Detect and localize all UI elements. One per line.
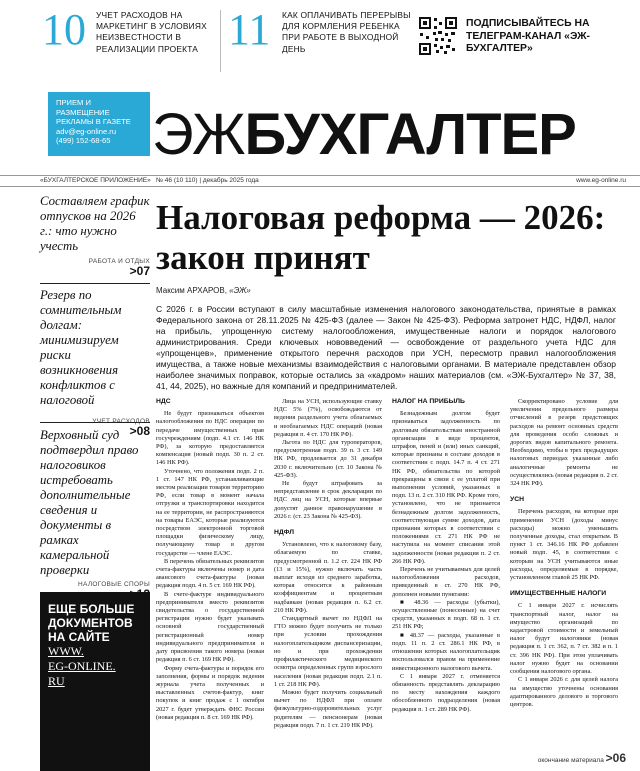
- article-paragraph: С 1 января 2027 г. отменяется обязанность представлять декларацию по месту нахождения каждого обособленного подразделения (новая редакция п. 1 ст. 289 НК РФ).: [392, 672, 500, 713]
- article-paragraph: Не будут штрафовать за непредставление в срок декларации по НДС лиц на УСН, которые впервые допустят данное правонарушение в 2026 г. (ст. 23 Закона № 425-ФЗ).: [274, 480, 382, 520]
- newspaper-logo: [152, 102, 576, 167]
- continuation-label: окончание материала: [537, 757, 604, 764]
- article-headline: Налоговая реформа — 2026: закон принят: [156, 198, 606, 277]
- article-paragraph: Уточнено, что положения подп. 2 п. 1 ст. 147 НК РФ, устанавливающие местом реализации товаров территорию РФ, если товар в момент начала отгрузки и транспортировки находится на ее территории, не распространяются на товары ЕАЭС, которые реализуются посредством электронной торговой площадки физическому лицу, получающему товар в другом государстве — члене ЕАЭС.: [156, 467, 264, 557]
- article-paragraph: Скорректировано условие для увеличения предельного размера отчислений в резерв предстоящих расходов на ремонт основных средств для проведения особо сложных и дорогих видов капитального ремонта. Необходимо, чтобы в трех предыдущих налоговых периодах указанные либо аналогичные ремонты не осуществлялись (новая редакция п. 2 ст. 324 НК РФ).: [510, 398, 618, 488]
- section-heading: УСН: [510, 496, 525, 504]
- issue-number: № 46 (10 110) | декабрь 2025 года: [156, 177, 259, 184]
- section-heading: НДФЛ: [274, 529, 294, 537]
- logo-part-ej: ЭЖ: [152, 102, 245, 167]
- advertising-box: [48, 92, 150, 156]
- article-paragraph: Не будут признаваться объектом налогообложения по НДС операции по передаче имущественных прав госучреждениям (подп. 4.1 ст. 146 НК РФ), за которую предоставляется компенсация (новый подп. 30 п. 2 ст. 146 НК РФ).: [156, 410, 264, 467]
- article-paragraph: ■ 48.36 — расходы (убытки), осуществленные (понесенные) на счет средств, указанных в подп. 68 п. 1 ст. 251 НК РФ;: [392, 598, 500, 631]
- article-paragraph: Безнадежным долгом будет признаваться задолженность по долговым обязательствам иностранной организации в виде процентов, штрафов, пеней и (или) иных санкций, которые признаны в составе доходов в соответствии с подп. 14.7 п. 4 ст. 271 НК РФ, обязательства по которой прекращены в связи с ее уплатой при выполнении условий, указанных в подп. 13 п. 2 ст. 310 НК РФ. Кроме того, установлено, что не признается безнадежным долгом задолженность, соответствующая сумме доходов, дата признания которых в соответствии с положениями ст. 271 НК РФ не наступила на момент списания этой задолженности (новая редакция п. 2 ст. 266 НК РФ).: [392, 410, 500, 565]
- article-paragraph: ■ 48.37 — расходы, указанные в подп. 11 п. 2 ст. 286.1 НК РФ, в отношении которых налогоплательщик воспользовался правом на применение инвестиционного налогового вычета.: [392, 631, 500, 672]
- supplement-label: «БУХГАЛТЕРСКОЕ ПРИЛОЖЕНИЕ»: [40, 177, 151, 184]
- promo-link-line[interactable]: EG-ONLINE.: [48, 659, 116, 673]
- article-author: [156, 286, 251, 295]
- ad-title: ПРИЕМ И РАЗМЕЩЕНИЕ РЕКЛАМЫ В ГАЗЕТЕ: [56, 98, 131, 127]
- sidebar-item-page: >08: [129, 424, 150, 438]
- article-paragraph: Лица на УСН, использующие ставку НДС 5% (7%), освобождаются от ведения раздельного учета облагаемых и необлагаемых НДС операций (новая редакция п. 4 ст. 170 НК РФ).: [274, 398, 382, 438]
- sidebar-item-supreme-court[interactable]: [40, 428, 150, 601]
- article-column: [156, 398, 264, 761]
- article-column: [274, 398, 382, 761]
- article-paragraph: Льгота по НДС для туроператоров, предусмотренная подп. 39 п. 3 ст. 149 НК РФ, продлевается до 31 декабря 2030 г. включительно (ст. 10 Закона № 425-ФЗ).: [274, 439, 382, 479]
- sidebar: [40, 190, 150, 771]
- top-teaser-bar: [0, 0, 640, 82]
- teaser-number: 10: [42, 5, 86, 54]
- promo-headline: ЕЩЕ БОЛЬШЕ ДОКУМЕНТОВ НА САЙТЕ: [48, 602, 135, 644]
- article-columns: [156, 398, 626, 761]
- divider: [40, 422, 150, 423]
- sidebar-item-page: >07: [129, 264, 150, 278]
- sidebar-item-vacation[interactable]: [40, 194, 150, 278]
- sidebar-item-reserve[interactable]: [40, 288, 150, 438]
- sidebar-item-title: Верховный суд подтвердил право налоговиков истребовать дополнительные сведения и документы в рамках камеральной проверки: [40, 428, 139, 577]
- qr-code-icon[interactable]: [418, 16, 458, 56]
- article-paragraph: Установлено, что к налоговому базу, облагаемую по ставке, предусмотренной п. 1.2 ст. 224 НК РФ (13 и 15%), нужно включать часть выплат исходя из среднего заработка, которая относится к районным коэффициентам и процентным надбавкам (новая редакция п. 6.2 ст. 210 НК РФ).: [274, 541, 382, 614]
- issue-info-line: [0, 175, 640, 187]
- article-paragraph: Форму счета-фактуры и порядок его заполнения, формы и порядок ведения журнала учета полученных и выставленных счетов-фактур, книг покупок и книг продаж с 1 октября 2027 г. будет утверждать ФНС России (новая редакция п. 8 ст. 169 НК РФ).: [156, 664, 264, 721]
- article-paragraph: Перечень расходов, на которые при применении УСН (доходы минус расходы) можно уменьшить полученные доходы, стал открытым. В пункт 1 ст. 346.16 НК РФ добавлен новый подп. 45, в соответствии с которым на УСН учитываются иные расходы, определяемые в порядке, установленном главой 25 НК РФ.: [510, 508, 618, 582]
- telegram-subscribe-text[interactable]: ПОДПИСЫВАЙТЕСЬ НА ТЕЛЕГРАМ-КАНАЛ «ЭЖ-БУХГАЛТЕР»: [466, 18, 590, 55]
- continuation-note[interactable]: [538, 751, 626, 765]
- sidebar-item-rubric: НАЛОГОВЫЕ СПОРЫ: [78, 581, 150, 588]
- divider: [40, 283, 150, 284]
- article-paragraph: Стандартный вычет по НДФЛ на ГТО можно будет получить не только при условии прохождения налогоплательщиком диспансеризации, но и при прохождении профилактического медицинского осмотра определенных групп взрослого населения (новая редакция подп. 2.1 п. 1 ст. 218 НК РФ).: [274, 615, 382, 688]
- article-paragraph: В счете-фактуре индивидуального предпринимателя вместо реквизитов свидетельства о государственной регистрации нужно будет указывать основной государственный регистрационный номер индивидуального предпринимателя и дату присвоения такого номера (новая редакция п. 6 ст. 169 НК РФ).: [156, 590, 264, 664]
- promo-link-line[interactable]: WWW.: [48, 644, 84, 658]
- promo-link-line[interactable]: RU: [48, 674, 65, 688]
- section-heading: НДС: [156, 398, 171, 405]
- ad-phone[interactable]: (499) 152-68-65: [56, 136, 111, 146]
- author-name: Максим АРХАРОВ,: [156, 286, 227, 295]
- divider: [220, 10, 221, 72]
- article-paragraph: Можно будет получить социальный вычет по НДФЛ при оплате физкультурно-оздоровительных услуг родителям — пенсионерам (новая редакция подп. 7 п. 1 ст. 219 НК РФ).: [274, 688, 382, 729]
- article-paragraph: С 1 января 2027 г. исчислять транспортный налог, налог на имущество организаций по кадастровой стоимости и земельный налог будут налоговики (новая редакция п. 1 ст. 362, п. 7 ст. 382 и п. 1 ст. 396 НК РФ). При этом уплачивать налог нужно будет на основании сообщения налогового органа.: [510, 602, 618, 676]
- section-heading: НАЛОГ НА ПРИБЫЛЬ: [392, 398, 465, 405]
- teaser-number: 11: [228, 5, 271, 54]
- logo-part-bukhgalter: БУХГАЛТЕР: [244, 102, 576, 167]
- ad-email[interactable]: adv@eg-online.ru: [56, 126, 117, 136]
- article-paragraph: В перечень обязательных реквизитов счета-фактуры включены номер и дата авансового счета-фактуры (новая редакция подп. 4 п. 5 ст. 169 НК РФ).: [156, 557, 264, 590]
- teaser-text: КАК ОПЛАЧИВАТЬ ПЕРЕРЫВЫ ДЛЯ КОРМЛЕНИЯ РЕБЕНКА ПРИ РАБОТЕ В ВЫХОДНОЙ ДЕНЬ: [282, 10, 411, 54]
- teaser-text: УЧЕТ РАСХОДОВ НА МАРКЕТИНГ В УСЛОВИЯХ НЕИЗВЕСТНОСТИ В РЕАЛИЗАЦИИ ПРОЕКТА: [96, 10, 207, 54]
- article-column: [392, 398, 500, 761]
- masthead: [0, 92, 640, 172]
- sidebar-item-title: Резерв по сомнительным долгам: минимизируем риски возникновения конфликтов с налоговой: [40, 288, 122, 407]
- sidebar-item-title: Составляем график отпусков на 2026 г.: что нужно учесть: [40, 194, 150, 253]
- article-column: [510, 398, 618, 761]
- site-url[interactable]: www.eg-online.ru: [576, 177, 626, 184]
- continuation-page: >06: [605, 751, 626, 765]
- author-publication: «ЭЖ»: [229, 286, 251, 295]
- article-paragraph: С 1 января 2026 г. для целей налога на имущество уточнены основания адаптированного делового и торгового центров.: [510, 676, 618, 708]
- article-lead: С 2026 г. в России вступают в силу масштабные изменения налогового законодательства, принятые в рамках Федерального закона от 28.11.2025 № 425-ФЗ (далее — Закон № 425-ФЗ). Реформа затронет НДС, НДФЛ, налог на прибыль, упрощенную систему налогообложения, имущественные налоги и порядок налогового администрирования. Среди ключевых нововведений — освобождение от раздельного учета НДС для «упрощенцев», применение открытого перечня расходов при УСН, пересмотр правил налогообложения имущества, а также новые механизмы взаимодействия с налоговыми органами. В материале представлен обзор наиболее значимых поправок, которые остались за «кадром» наших материалов (см. «ЭЖ-Бухгалтер» № 37, 38, 41, 44, 2025), но важные для компаний и предпринимателей.: [156, 304, 616, 391]
- section-heading: ИМУЩЕСТВЕННЫЕ НАЛОГИ: [510, 590, 607, 598]
- article-paragraph: Перечень не учитываемых для целей налогообложения расходов, приведенный в ст. 270 НК РФ, дополнен новыми пунктами:: [392, 566, 500, 598]
- site-promo-box[interactable]: [40, 592, 150, 771]
- sidebar-item-rubric: РАБОТА И ОТДЫХ: [88, 258, 150, 265]
